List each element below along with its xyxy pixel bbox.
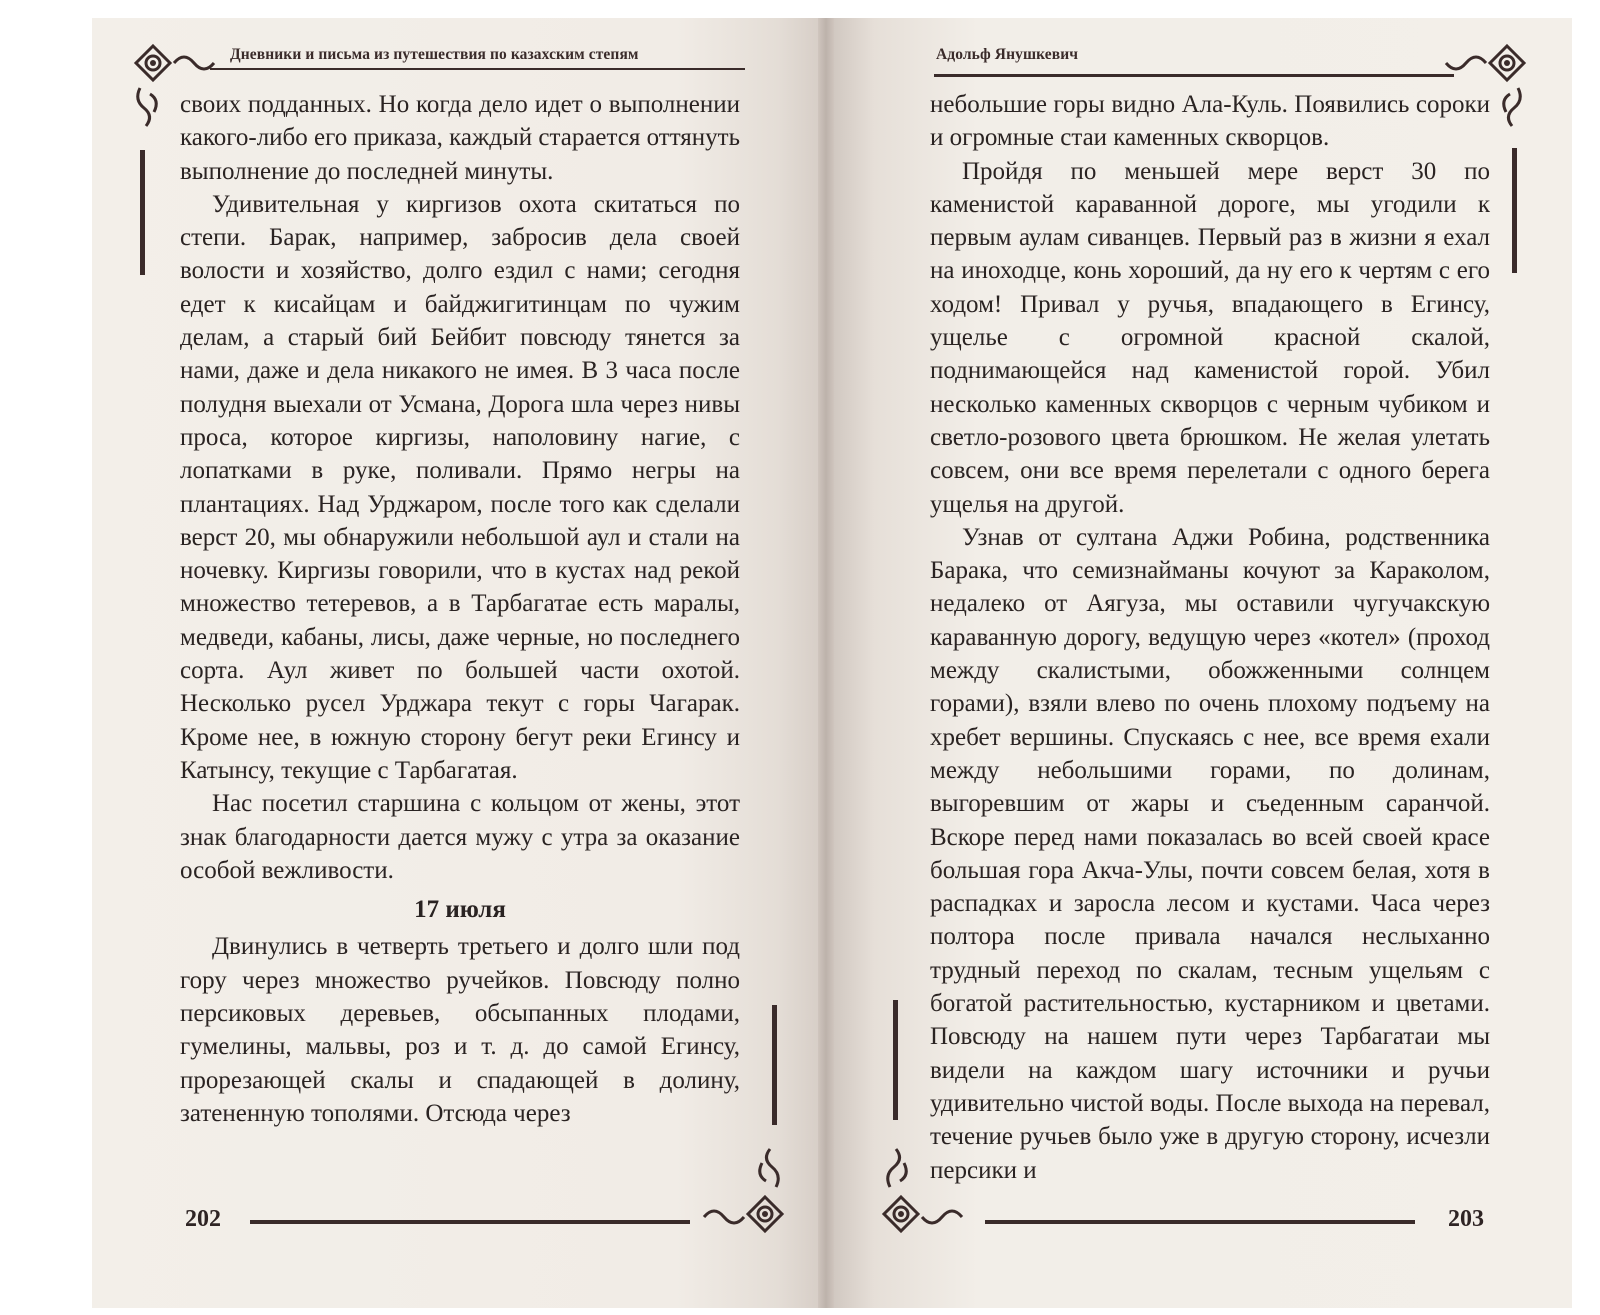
date-heading: 17 июля — [414, 896, 506, 924]
right-side-bar-top — [1512, 148, 1517, 273]
right-paragraph-3: Узнав от султана Аджи Робина, родственника Барака, что семизнайманы кочуют за Караколом, недалеко от Аягуза, мы оставили чугучакскую караванную дорогу, ведущую через «котел» (проход между скалистыми, обожженными солнцем горами), взяли влево по очень плохому подъему на хребет вершины. Спускаясь с нее, все время ехали между небольшими горами, по долинам, выгоревшим от жары и съеденным саранчой. Вскоре перед нами показалась во всей своей красе большая гора Акча-Улы, почти совсем белая, хотя в распадках и заросла лесом и кустами. Часа через полтора после привала начался неслыханно трудный переход по скалам, тесным ущельям с богатой растительностью, кустарником и цветами. Повсюду на нашем пути через Тарбагатаи мы видели на каждом шагу источники и ручьи удивительно чистой воды. После выхода на перевал, течение ручьев было уже в другую сторону, исчезли персики и — [930, 523, 1490, 1184]
page-number-right: 203 — [1448, 1206, 1484, 1232]
running-head-left: Дневники и письма из путешествия по казахским степям — [230, 46, 639, 63]
left-text-column — [180, 88, 740, 1130]
ornament-rosette-icon — [690, 1135, 790, 1245]
running-head-right: Адольф Янушкевич — [936, 46, 1079, 63]
footer-rule-left — [250, 1220, 690, 1224]
ornament-corner-icon — [876, 1135, 976, 1245]
header-rule-left — [210, 68, 745, 70]
left-paragraph-3: Нас посетил старшина с кольцом от жены, этот знак благодарности дается мужу с утра за оказание особой вежливости. — [180, 790, 740, 884]
left-side-bar-top — [140, 150, 145, 275]
page-number-left: 202 — [185, 1206, 221, 1232]
footer-rule-right — [985, 1220, 1415, 1224]
right-side-bar-bottom — [893, 1000, 898, 1120]
right-paragraph-2: Пройдя по меньшей мере верст 30 по каменистой караванной дороге, мы угодили к первым аулам сиванцев. Первый раз в жизни я ехал на иноходце, конь хороший, да ну его к чертям с его ходом! Привал у ручья, впадающего в Егинсу, ущелье с огромной красной скалой, поднимающейся над каменистой горой. Убил несколько каменных скворцов с черным чубиком и светло-розового цвета брюшком. Не желая улетать совсем, они все время перелетали с одного берега ущелья на другой. — [930, 157, 1490, 518]
header-rule-right — [934, 74, 1454, 77]
book-gutter — [818, 18, 834, 1308]
left-paragraph-2: Удивительная у киргизов охота скитаться по степи. Барак, например, забросив дела своей волости и хозяйство, долго ездил с нами; сегодня едет к кисайцам и байджигитинцам по чужим делам, а старый бий Бейбит повсюду тянется за нами, даже и дела никакого не имея. В 3 часа после полудня выехали от Усмана, Дорога шла через нивы проса, которое киргизы, наполовину нагие, с лопатками в руке, поливали. Прямо негры на плантациях. Над Урджаром, после того как сделали верст 20, мы обнаружили небольшой аул и стали на ночевку. Киргизы говорили, что в кустах над рекой множество тетеревов, а в Тарбагатае есть маралы, медведи, кабаны, лисы, даже черные, но последнего сорта. Аул живет по большей части охотой. Несколько русел Урджара текут с горы Чагарак. Кроме нее, в южную сторону бегут реки Егинсу и Катынсу, текущие с Тарбагатая. — [180, 190, 740, 784]
right-text-column — [930, 88, 1490, 1187]
left-side-bar-bottom — [772, 1005, 777, 1125]
left-paragraph-4: Двинулись в четверть третьего и долго шли под гору через множество ручейков. Повсюду полно персиковых деревьев, обсыпанных плодами, гумелины, мальвы, роз и т. д. до самой Егинсу, прорезающей скалы и спадающей в долину, затененную тополями. Отсюда через — [180, 933, 740, 1127]
left-paragraph-1: своих подданных. Но когда дело идет о выполнении какого-либо его приказа, каждый старается оттянуть выполнение до последней минуты. — [180, 91, 740, 185]
right-paragraph-1: небольшие горы видно Ала-Куль. Появились сороки и огромные стаи каменных скворцов. — [930, 91, 1490, 152]
